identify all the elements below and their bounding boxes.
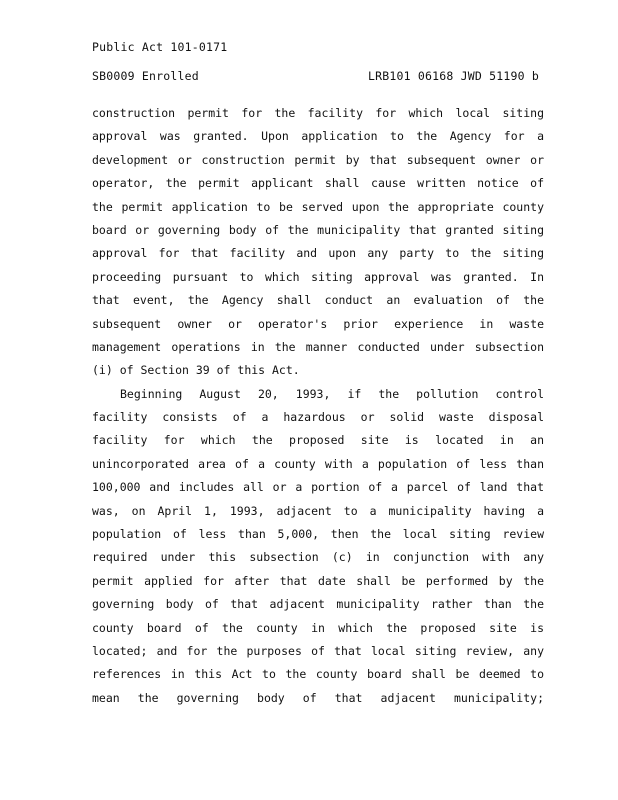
- body-line: unincorporated area of a county with a population of less than: [92, 456, 544, 471]
- body-line: approval was granted. Upon application to the Agency for a: [92, 129, 544, 144]
- body-line: board or governing body of the municipality that granted siting: [92, 222, 544, 237]
- body-line: mean the governing body of that adjacent municipality;: [92, 690, 544, 705]
- body-line: construction permit for the facility for which local siting: [92, 106, 544, 120]
- body-line: subsequent owner or operator's prior experience in waste: [92, 316, 544, 331]
- body-line: 100,000 and includes all or a portion of a parcel of land that: [92, 480, 544, 495]
- public-act-number: Public Act 101-0171: [92, 40, 228, 54]
- body-line: proceeding pursuant to which siting approval was granted. In: [92, 269, 544, 284]
- body-line: (i) of Section 39 of this Act.: [92, 363, 300, 378]
- bill-identifier: SB0009 Enrolled: [92, 69, 199, 83]
- body-line: permit applied for after that date shall be performed by the: [92, 573, 544, 588]
- body-line: development or construction permit by that subsequent owner or: [92, 152, 544, 167]
- body-line: approval for that facility and upon any party to the siting: [92, 246, 544, 261]
- body-line: was, on April 1, 1993, adjacent to a municipality having a: [92, 503, 544, 518]
- body-line: population of less than 5,000, then the local siting review: [92, 527, 544, 542]
- body-line: Beginning August 20, 1993, if the pollution control: [120, 386, 544, 401]
- body-line: references in this Act to the county board shall be deemed to: [92, 667, 544, 682]
- body-line: that event, the Agency shall conduct an evaluation of the: [92, 293, 544, 308]
- body-line: required under this subsection (c) in conjunction with any: [92, 550, 544, 565]
- body-line: located; and for the purposes of that local siting review, any: [92, 643, 544, 658]
- body-line: operator, the permit applicant shall cause written notice of: [92, 176, 544, 191]
- body-line: governing body of that adjacent municipality rather than the: [92, 597, 544, 612]
- body-line: facility for which the proposed site is located in an: [92, 433, 544, 448]
- lrb-number: LRB101 06168 JWD 51190 b: [368, 69, 539, 83]
- body-line: facility consists of a hazardous or solid waste disposal: [92, 410, 544, 425]
- document-body: [92, 102, 544, 710]
- body-line: management operations in the manner conducted under subsection: [92, 339, 544, 354]
- body-line: county board of the county in which the proposed site is: [92, 620, 544, 635]
- body-line: the permit application to be served upon the appropriate county: [92, 199, 544, 214]
